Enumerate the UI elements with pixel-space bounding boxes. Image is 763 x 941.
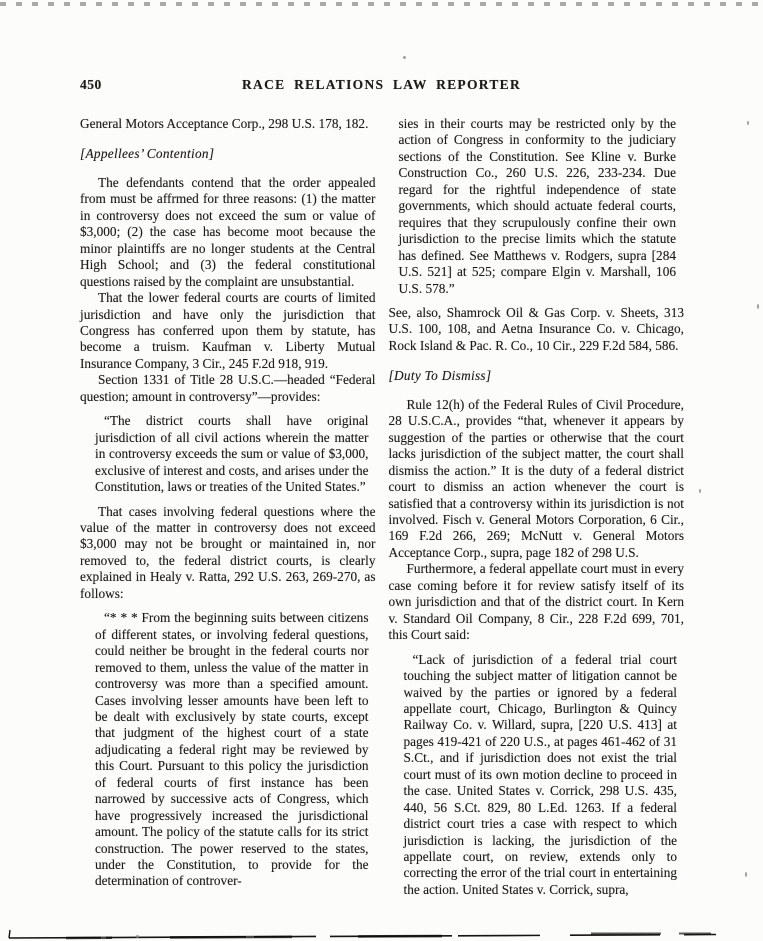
case-quote: “Lack of jurisdiction of a federal trial court touching the subject matter of litigation cannot be waived by the parties or ignored by a federal appellate court, Chicago, Burlington & Quincy Railway Co. v. Willard, supra, [220 U.S. 413] at pages 419-421 of 220 U.S., at pages 461-462 of 31 S.Ct., and if jurisdiction does not exist the trial court must of its own motion decline to proceed in the case. United States v. Corrick, 298 U.S. 435, 440, 56 S.Ct. 829, 80 L.Ed. 1263. If a federal district court tries a case with respect to which jurisdiction is lacking, the jurisdiction of the appellate court, on review, extends only to correcting the error of the trial court in entertaining the action. United States v. Corrick, supra, [403, 651, 677, 897]
case-quote: “* * * From the beginning suits between citizens of different states, or involving federal questions, could neither be brought in the federal courts nor removed to them, unless the value of the matter in controversy was more than a specified amount. Cases involving lesser amounts have been left to be dealt with exclusively by state courts, except that judgment of the highest court of a state adjudicating a federal right may be reviewed by this Court. Pursuant to this policy the jurisdiction of federal courts of first instance has been narrowed by successive acts of Congress, which have progressively increased the jurisdictional amount. The policy of the statute calls for its strict construction. The power reserved to the states, under the Constitution, to provide for the determination of controver- [95, 610, 369, 889]
scan-line-bottom [6, 929, 718, 941]
statute-quote: “The district courts shall have original jurisdiction of all civil actions wherein the matter in controversy exceeds the sum or value of $3,000, exclusive of interest and costs, and arises under the Constitution, laws or treaties of the United States.” [95, 413, 369, 495]
citation-continuation: General Motors Acceptance Corp., 298 U.S. 178, 182. [80, 116, 369, 131]
paragraph: That cases involving federal questions where the value of the matter in controversy does not exceed $3,000 may not be brought or maintained in, nor removed to, the federal district courts, is clearly explained in Healy v. Ratta, 292 U.S. 263, 269-270, as follows: [80, 503, 376, 601]
paragraph: See, also, Shamrock Oil & Gas Corp. v. Sheets, 313 U.S. 100, 108, and Aetna Insurance Co. v. Chicago, Rock Island & Pac. R. Co., 10 Cir., 229 F.2d 584, 586. [388, 304, 684, 353]
paragraph: The defendants contend that the order appealed from must be affrmed for three reasons: (1) the matter in controversy does not exceed the sum or value of $3,000; (2) the case has become moot because the minor plaintiffs are no longer students at the Central High School; and (3) the federal constitutional questions raised by the complaint are unsubstantial. [80, 174, 376, 289]
paragraph: Rule 12(h) of the Federal Rules of Civil Procedure, 28 U.S.C.A., provides “that, whenever it appears by suggestion of the parties or otherwise that the court lacks jurisdiction of the subject matter, the court shall dismiss the action.” It is the duty of a federal district court to dismiss an action whenever the court is satisfied that a controversy within its jurisdiction is not involved. Fisch v. General Motors Corporation, 6 Cir., 169 F.2d 266, 269; McNutt v. General Motors Acceptance Corp., supra, page 182 of 298 U.S. [388, 396, 684, 560]
page-title: RACE RELATIONS LAW REPORTER [241, 77, 522, 92]
scan-speck [136, 935, 139, 938]
section-heading-appellees-contention: [Appellees’ Contention] [80, 146, 215, 162]
page-header [80, 77, 683, 93]
paragraph: Section 1331 of Title 28 U.S.C.—headed “Federal question; amount in controversy”—provides: [80, 372, 376, 404]
scan-speck [403, 56, 406, 59]
scan-speck [745, 872, 747, 877]
scan-speck [747, 121, 749, 125]
scan-dashes-top [0, 2, 763, 6]
case-quote-continuation: sies in their courts may be restricted only by the action of Congress in conformity to the judiciary sections of the Constitution. See Kline v. Burke Construction Co., 260 U.S. 226, 233-234. Due regard for the rightful independence of state governments, which should actuate federal courts, requires that they scrupulously confine their own jurisdiction to the precise limits which the statute has defined. See Matthews v. Rodgers, supra [284 U.S. 521] at 525; compare Elgin v. Marshall, 106 U.S. 578.” [398, 116, 676, 296]
paragraph: That the lower federal courts are courts of limited jurisdiction and have only the jurisdiction that Congress has conferred upon them by statute, has become a truism. Kaufman v. Liberty Mutual Insurance Company, 3 Cir., 245 F.2d 918, 919. [80, 290, 376, 371]
scan-speck [757, 304, 759, 309]
section-heading-duty-to-dismiss: [Duty To Dismiss] [388, 368, 492, 384]
right-column [389, 116, 685, 906]
page-number: 450 [80, 77, 102, 92]
text-columns [80, 116, 684, 906]
left-column [80, 116, 376, 906]
paragraph: Furthermore, a federal appellate court must in every case coming before it for review satisfy itself of its own jurisdiction and that of the district court. In Kern v. Standard Oil Company, 8 Cir., 228 F.2d 699, 701, this Court said: [388, 561, 684, 643]
scan-speck [699, 489, 701, 493]
